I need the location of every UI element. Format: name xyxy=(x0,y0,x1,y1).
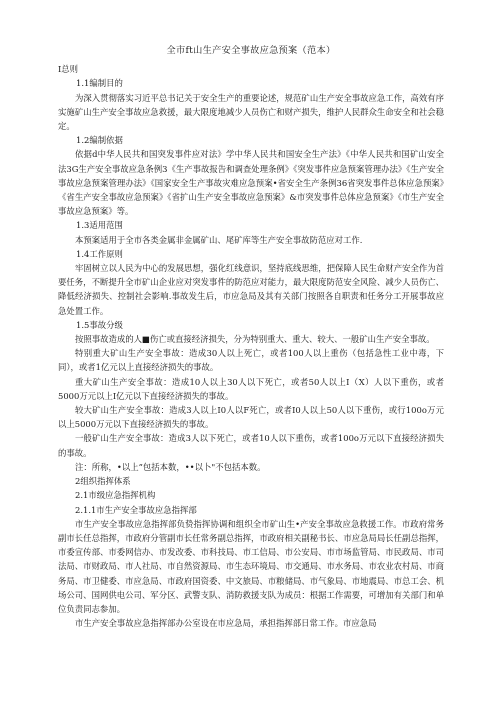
section-heading: 2.1市级应急指挥机构 xyxy=(75,490,156,501)
paragraph: 牢固树立以人民为中心的发展思想，强化红线意识，坚持底线思维，把保障人民生命财产安全作为首要任务，不断提升全市矿山企业应对突发事件的防范应对能力，最大限度防范安全风险、减少人员伤亡、降低经济损失、控制社会影响.事故发生后，市应急局及其有关部门按照各自职责和任务分工开展事故应急处置工作。 xyxy=(58,263,444,316)
subsection-heading: 1.1编制目的 xyxy=(76,78,123,89)
subsection-heading: 1.2编制依据 xyxy=(76,135,123,146)
paragraph: 市生产安全事故应急指挥部办公室设在市应急局，承担指挥部日常工作。市应急局 xyxy=(75,618,377,629)
paragraph: 一般矿山生产安全事故：造成3人以下死亡，或者10人以下重伤，或者100o万元以下直接经济损失的事故。 xyxy=(58,433,444,458)
paragraph: 注：所称，•以上”包括本数，••以卜"不包括本数。 xyxy=(75,461,266,472)
section-heading: 2组织指挥体系 xyxy=(75,476,131,487)
paragraph: 较大矿山生产安全事故：造成3人以上I0人以F死亡，或者I0人以上50人以下重伤，或行100o万元以上5000万元以下直接经济损失的事故。 xyxy=(58,405,444,430)
paragraph: 特别重大矿山生产安全事故：造成30人以上死亡，或者100人以上重伤（包括急性工业中毒，下同），或者1亿元以上直接经济损失的事故。 xyxy=(58,348,444,373)
paragraph: 市生产安全事故应急指挥部负贽指挥协调和组织全市矿山生•产安全事故应急救援工作。市政府常务副市长任总指挥，市政府分管副市长任常务副总指挥，市政府相关副秘书长、市应急局局长任副总指挥，市委宣传部、市委网信办、市发改委、市科技局、市工信局、市公安局、市市场监管局、市民政局、市司法局、市财政局、市人社局、市自然资源局、市生态环境局、市交通局、市水务局、市农业农村局、市商务局、市卫健委、市应急局、市政府国资委、中文旅局、市粮储局、市气象局、市地震局、市总工会、机场公司、国网供电公司、军分区、武警支队、消防救援支队为成员：根据工作需要，可增加有关部门和单位负责同志参加。 xyxy=(58,518,444,614)
section-heading: I总则 xyxy=(58,64,79,75)
subsection-heading: 1.5事故分级 xyxy=(76,319,123,330)
paragraph: 重大矿山生产安全事故：造成10人以上30人以下死亡，或者50人以上I（X）人以下重伤，或者5000万元以上I亿元以下直接经济损失的事故。 xyxy=(58,376,444,401)
document-page xyxy=(58,44,444,630)
paragraph: 依据d中华人民共和国突发事件应对法》学中华人民共和国安全生产法》《中华人民共和国矿山安全法3G生产安全事故应急条例3《生产事故报告和调查处理条例》《突发事件应急预案管理办法》《生产安全事故应急预案管理办法》《国家安全生产事故灾难应急预案•省安全生产条例36省突发事件总体应急预案》《省生产安全事故应急预案》《省扩山生产安全事故应急预案》&市突发事件总体应急预案》《市生产安全事故应急预案》等。 xyxy=(58,149,444,217)
document-title: 全市ft山生产安全事故应急预案（范本） xyxy=(166,45,336,56)
paragraph: 为深入贯彻落实习近平总书记关于安全生产的重要论述，规范矿山生产安全事故应急工作，高效有序实施矿山生产安全事故应急救援，最大限度地减少人员伤亡和财产损失，维护人民群众生命安全和社会稳定。 xyxy=(58,92,444,132)
paragraph: 本预案适用于全市各类金属非金属矿山、尾矿库等生产安全事故防范应对工作. xyxy=(75,234,363,245)
subsection-heading: 1.3适用范围 xyxy=(76,220,123,231)
document-body xyxy=(58,62,444,630)
paragraph: 按照事故造成的人■伤亡或直接经济损失，分为特别重大、重大、较大、一般矿山生产安全事故。 xyxy=(75,334,435,345)
section-heading: 2.1.1市生产安全事故应急指挥部 xyxy=(75,504,197,515)
subsection-heading: 1.4工作原则 xyxy=(76,248,123,259)
